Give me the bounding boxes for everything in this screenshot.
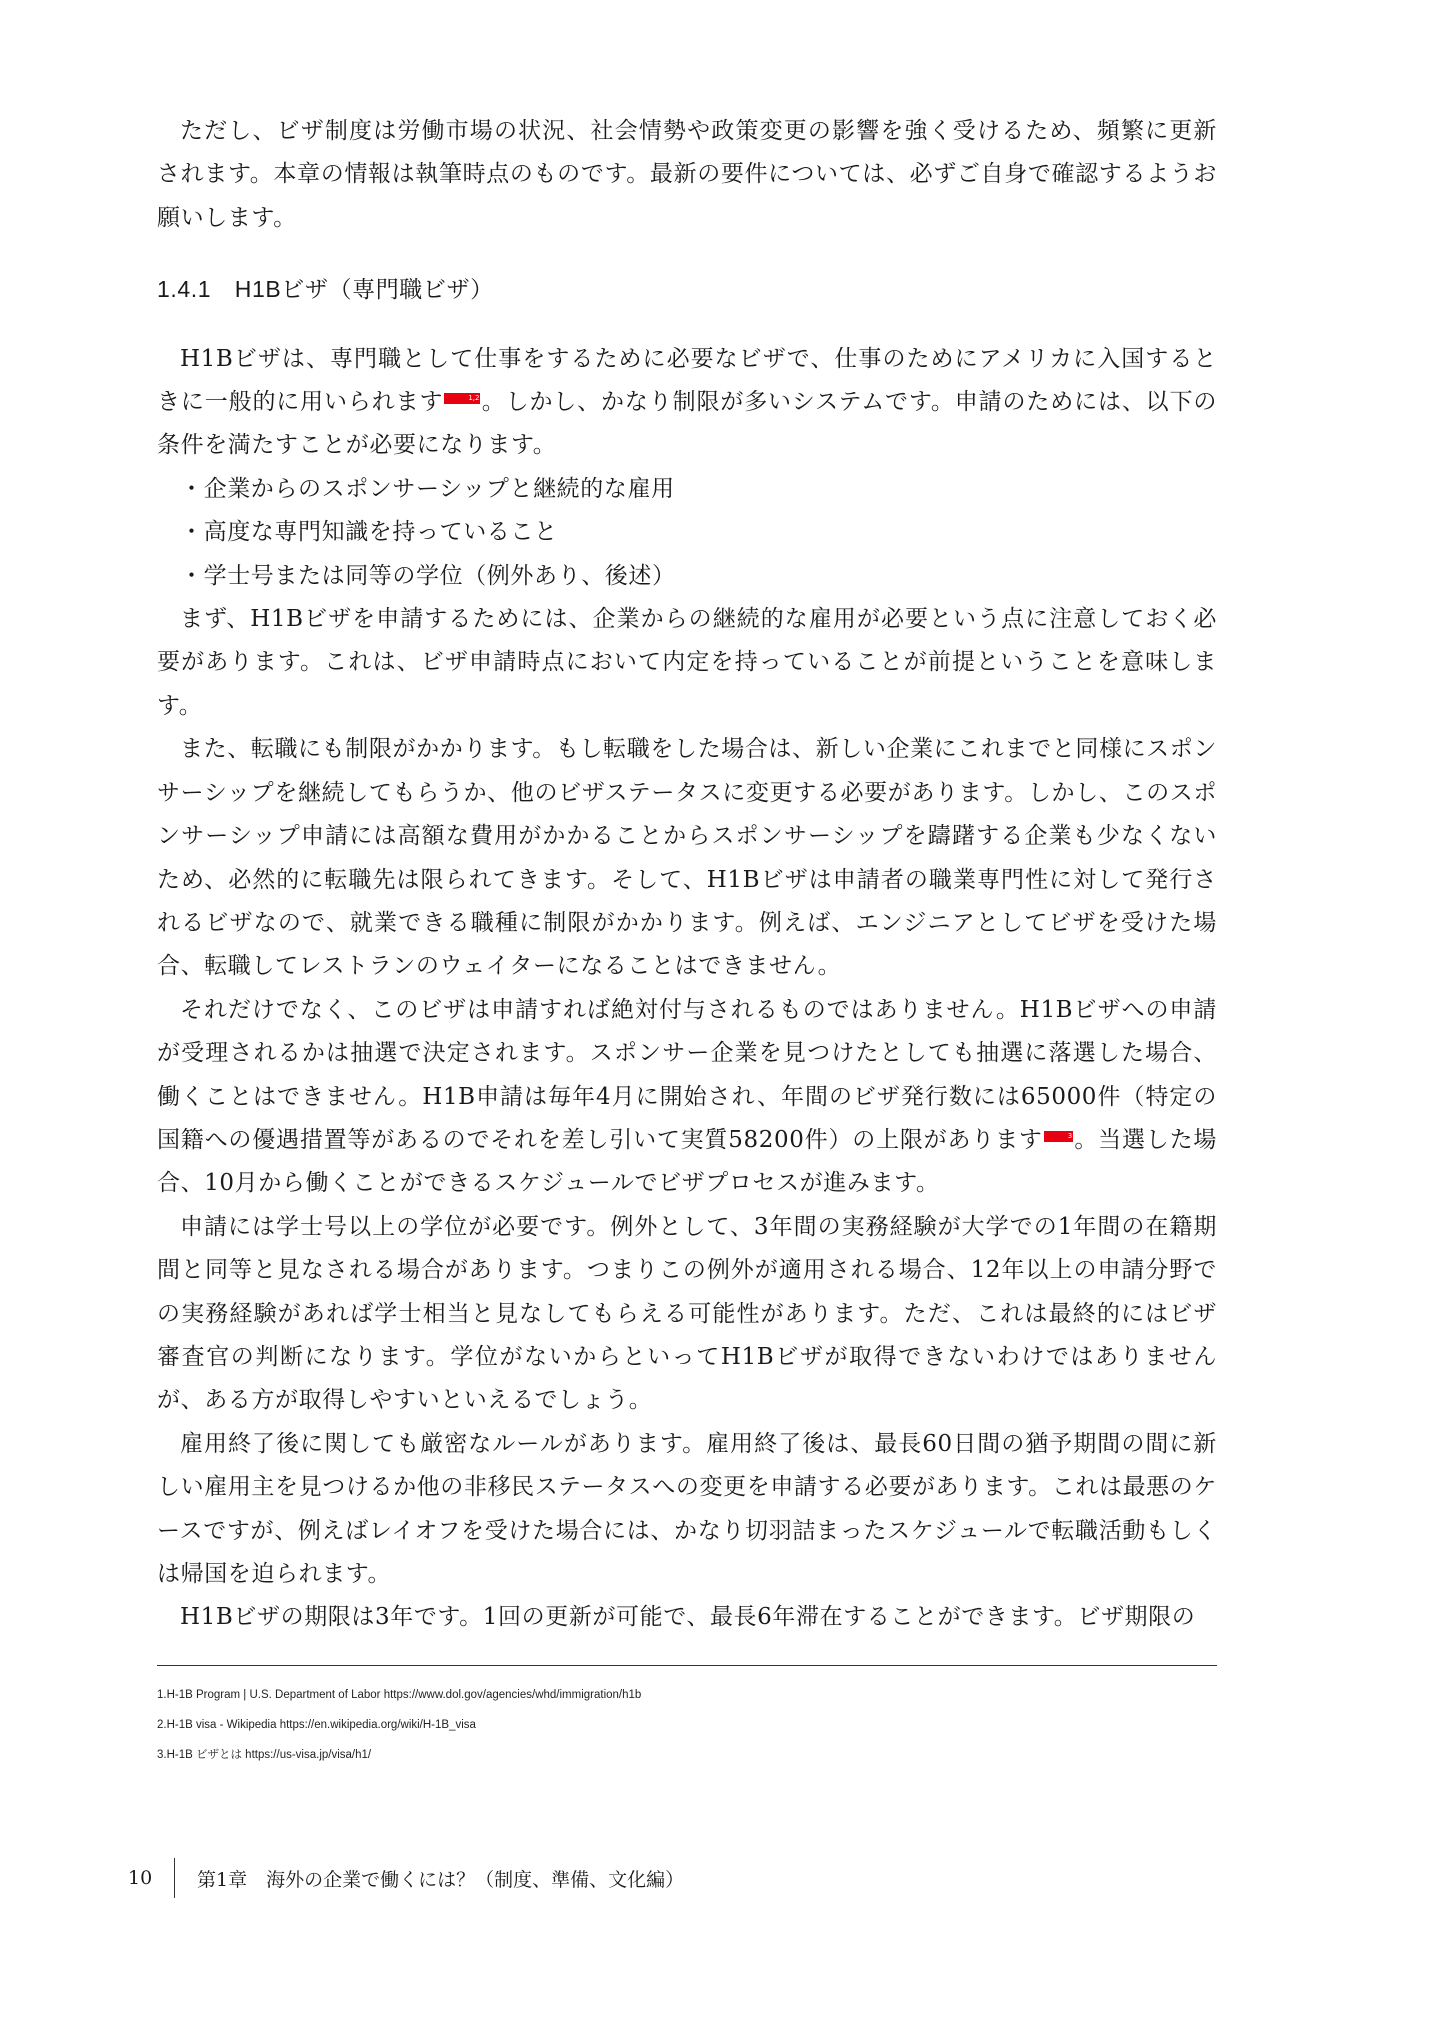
chapter-title: 第1章 海外の企業で働くには？（制度、準備、文化編） bbox=[197, 1868, 685, 1891]
conditions-list bbox=[157, 468, 1217, 598]
paragraph-text: それだけでなく、このビザは申請すれば絶対付与されるものではありません。H1Bビザへの申請が受理されるかは抽選で決定されます。スポンサー企業を見つけたとしても抽選に落選した場合、働くことはできません。H1B申請は毎年4月に開始され、年間のビザ発行数には65000件（特定の国籍への優遇措置等があるのでそれを差し引いて実質58200件）の上限があります bbox=[157, 996, 1217, 1153]
footnote-3: 3.H-1B ビザとは https://us-visa.jp/visa/h1/ bbox=[157, 1749, 372, 1761]
paragraph-validity: H1Bビザの期限は3年です。1回の更新が可能で、最長6年滞在することができます。ビザ期限の bbox=[180, 1604, 1196, 1631]
paragraph-text: H1Bビザは、専門職として仕事をするために必要なビザで、仕事のためにアメリカに入国するときに一般的に用いられます bbox=[157, 345, 1217, 416]
paragraph-text: 。当選した場合、10月から働くことができるスケジュールでビザプロセスが進みます。 bbox=[157, 1126, 1217, 1197]
footnote-reference-3[interactable]: 3 bbox=[1044, 1131, 1073, 1142]
paragraph-h1b-intro bbox=[157, 338, 1217, 468]
paragraph-degree: 申請には学士号以上の学位が必要です。例外として、3年間の実務経験が大学での1年間の在籍期間と同等と見なされる場合があります。つまりこの例外が適用される場合、12年以上の申請分野での実務経験があれば学士相当と見なしてもらえる可能性があります。ただ、これは最終的にはビザ審査官の判断になります。学位がないからといってH1Bビザが取得できないわけではありませんが、ある方が取得しやすいといえるでしょう。 bbox=[157, 1213, 1217, 1414]
intro-paragraph: ただし、ビザ制度は労働市場の状況、社会情勢や政策変更の影響を強く受けるため、頻繁に更新されます。本章の情報は執筆時点のものです。最新の要件については、必ずご自身で確認するようお願いします。 bbox=[157, 118, 1217, 231]
footnote-reference-1-2[interactable]: 1,2 bbox=[444, 393, 480, 404]
page-body bbox=[157, 110, 1217, 1640]
section-heading: 1.4.1 H1Bビザ（専門職ビザ） bbox=[157, 276, 494, 303]
paragraph-job-change: また、転職にも制限がかかります。もし転職をした場合は、新しい企業にこれまでと同様にスポンサーシップを継続してもらうか、他のビザステータスに変更する必要があります。しかし、このスポンサーシップ申請には高額な費用がかかることからスポンサーシップを躊躇する企業も少なくないため、必然的に転職先は限られてきます。そして、H1Bビザは申請者の職業専門性に対して発行されるビザなので、就業できる職種に制限がかかります。例えば、エンジニアとしてビザを受けた場合、転職してレストランのウェイターになることはできません。 bbox=[157, 736, 1218, 980]
footnote-1: 1.H-1B Program | U.S. Department of Labor https://www.dol.gov/agencies/whd/immigration/h1b bbox=[157, 1689, 642, 1701]
page-number: 10 bbox=[128, 1867, 153, 1889]
footnotes bbox=[157, 1680, 1217, 1770]
footnote-divider bbox=[157, 1665, 1217, 1666]
paragraph-lottery bbox=[157, 989, 1217, 1206]
footnote-2: 2.H-1B visa - Wikipedia https://en.wikipedia.org/wiki/H-1B_visa bbox=[157, 1719, 476, 1731]
paragraph-text: 。しかし、かなり制限が多いシステムです。申請のためには、以下の条件を満たすことが必要になります。 bbox=[157, 389, 1217, 459]
list-item: ・高度な専門知識を持っていること bbox=[180, 519, 558, 546]
list-item: ・企業からのスポンサーシップと継続的な雇用 bbox=[180, 475, 675, 502]
paragraph-employment: まず、H1Bビザを申請するためには、企業からの継続的な雇用が必要という点に注意しておく必要があります。これは、ビザ申請時点において内定を持っていることが前提ということを意味します。 bbox=[157, 606, 1217, 719]
list-item: ・学士号または同等の学位（例外あり、後述） bbox=[180, 562, 676, 589]
paragraph-termination: 雇用終了後に関しても厳密なルールがあります。雇用終了後は、最長60日間の猶予期間の間に新しい雇用主を見つけるか他の非移民ステータスへの変更を申請する必要があります。これは最悪のケースですが、例えばレイオフを受けた場合には、かなり切羽詰まったスケジュールで転職活動もしくは帰国を迫られます。 bbox=[157, 1430, 1217, 1587]
footer-divider bbox=[174, 1858, 175, 1898]
page-footer bbox=[128, 1857, 684, 1899]
